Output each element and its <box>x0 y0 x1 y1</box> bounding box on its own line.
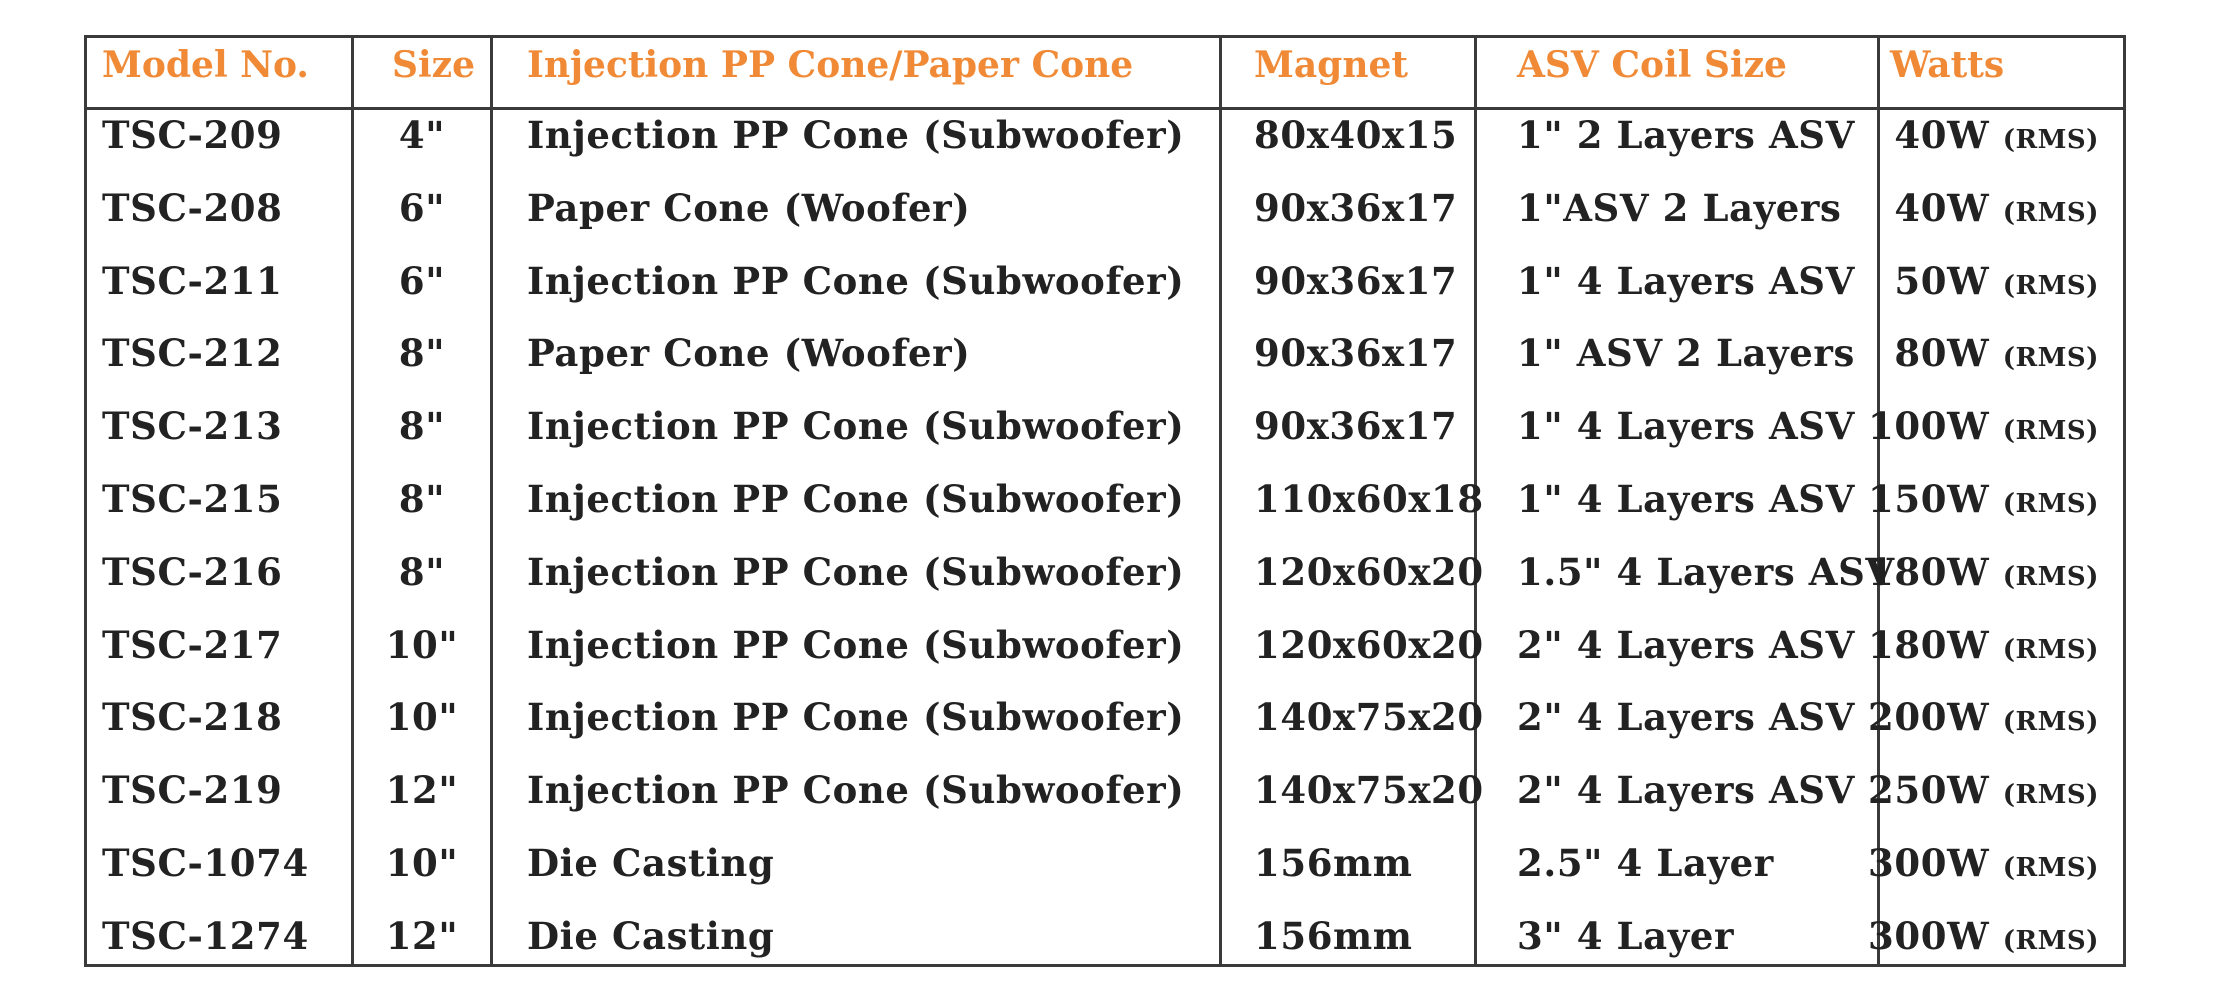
watts-value: 100W <box>1868 404 1990 448</box>
watts-unit: (RMS) <box>2002 271 2099 301</box>
cell-size: 12" <box>385 768 459 812</box>
cell-watts <box>1894 331 2099 375</box>
watts-value: 180W <box>1868 550 1990 594</box>
cell-asv-coil-size: 2.5" 4 Layer <box>1517 841 1774 885</box>
watts-value: 80W <box>1894 331 1990 375</box>
watts-unit: (RMS) <box>2002 416 2099 446</box>
cell-size: 4" <box>398 113 446 157</box>
cell-cone: Injection PP Cone (Subwoofer) <box>527 695 1185 739</box>
cell-watts <box>1868 695 2099 739</box>
cell-cone: Paper Cone (Woofer) <box>527 186 971 230</box>
cell-magnet: 90x36x17 <box>1254 259 1458 303</box>
cell-size: 8" <box>398 477 446 521</box>
cell-watts <box>1868 768 2099 812</box>
cell-asv-coil-size: 1" 4 Layers ASV <box>1517 477 1855 521</box>
cell-magnet: 90x36x17 <box>1254 404 1458 448</box>
cell-watts <box>1894 259 2099 303</box>
cell-size: 8" <box>398 404 446 448</box>
cell-asv-coil-size: 1"ASV 2 Layers <box>1517 186 1842 230</box>
cell-model-no: TSC-212 <box>102 331 283 375</box>
column-divider <box>490 38 493 964</box>
watts-value: 40W <box>1894 113 1990 157</box>
cell-cone: Paper Cone (Woofer) <box>527 331 971 375</box>
header-size: Size <box>392 44 476 86</box>
watts-unit: (RMS) <box>2002 125 2099 155</box>
cell-watts <box>1868 404 2099 448</box>
column-divider <box>1219 38 1222 964</box>
cell-magnet: 140x75x20 <box>1254 695 1484 739</box>
cell-watts <box>1868 914 2099 958</box>
cell-watts <box>1894 113 2099 157</box>
cell-size: 10" <box>385 623 459 667</box>
cell-model-no: TSC-217 <box>102 623 283 667</box>
cell-cone: Injection PP Cone (Subwoofer) <box>527 477 1185 521</box>
watts-value: 180W <box>1868 623 1990 667</box>
cell-asv-coil-size: 1" 2 Layers ASV <box>1517 113 1855 157</box>
cell-magnet: 80x40x15 <box>1254 113 1458 157</box>
watts-value: 300W <box>1868 914 1990 958</box>
watts-unit: (RMS) <box>2002 198 2099 228</box>
cell-size: 8" <box>398 550 446 594</box>
cell-cone: Die Casting <box>527 914 775 958</box>
cell-asv-coil-size: 1" 4 Layers ASV <box>1517 404 1855 448</box>
cell-magnet: 90x36x17 <box>1254 186 1458 230</box>
watts-value: 150W <box>1868 477 1990 521</box>
cell-asv-coil-size: 1" 4 Layers ASV <box>1517 259 1855 303</box>
cell-cone: Injection PP Cone (Subwoofer) <box>527 113 1185 157</box>
cell-watts <box>1868 550 2099 594</box>
header-divider <box>87 107 2123 110</box>
watts-unit: (RMS) <box>2002 926 2099 956</box>
cell-size: 6" <box>398 259 446 303</box>
watts-unit: (RMS) <box>2002 707 2099 737</box>
cell-watts <box>1894 186 2099 230</box>
cell-cone: Injection PP Cone (Subwoofer) <box>527 550 1185 594</box>
cell-model-no: TSC-213 <box>102 404 283 448</box>
watts-unit: (RMS) <box>2002 780 2099 810</box>
cell-model-no: TSC-1274 <box>102 914 309 958</box>
cell-model-no: TSC-211 <box>102 259 283 303</box>
cell-asv-coil-size: 1" ASV 2 Layers <box>1517 331 1855 375</box>
cell-size: 10" <box>385 841 459 885</box>
cell-magnet: 156mm <box>1254 914 1413 958</box>
cell-model-no: TSC-1074 <box>102 841 309 885</box>
cell-asv-coil-size: 2" 4 Layers ASV <box>1517 768 1855 812</box>
cell-size: 10" <box>385 695 459 739</box>
watts-unit: (RMS) <box>2002 853 2099 883</box>
cell-model-no: TSC-216 <box>102 550 283 594</box>
watts-value: 200W <box>1868 695 1990 739</box>
watts-value: 250W <box>1868 768 1990 812</box>
cell-watts <box>1868 477 2099 521</box>
watts-value: 300W <box>1868 841 1990 885</box>
header-cone: Injection PP Cone/Paper Cone <box>527 44 1134 86</box>
cell-magnet: 90x36x17 <box>1254 331 1458 375</box>
cell-magnet: 156mm <box>1254 841 1413 885</box>
cell-cone: Die Casting <box>527 841 775 885</box>
cell-cone: Injection PP Cone (Subwoofer) <box>527 768 1185 812</box>
header-magnet: Magnet <box>1254 44 1409 86</box>
header-model-no: Model No. <box>102 44 309 86</box>
watts-unit: (RMS) <box>2002 343 2099 373</box>
cell-model-no: TSC-208 <box>102 186 283 230</box>
cell-magnet: 140x75x20 <box>1254 768 1484 812</box>
cell-watts <box>1868 623 2099 667</box>
cell-model-no: TSC-219 <box>102 768 283 812</box>
watts-value: 40W <box>1894 186 1990 230</box>
cell-magnet: 110x60x18 <box>1254 477 1484 521</box>
header-watts: Watts <box>1890 44 2005 86</box>
cell-watts <box>1868 841 2099 885</box>
cell-asv-coil-size: 1.5" 4 Layers ASV <box>1517 550 1895 594</box>
cell-asv-coil-size: 3" 4 Layer <box>1517 914 1735 958</box>
watts-unit: (RMS) <box>2002 635 2099 665</box>
cell-cone: Injection PP Cone (Subwoofer) <box>527 404 1185 448</box>
watts-unit: (RMS) <box>2002 489 2099 519</box>
cell-asv-coil-size: 2" 4 Layers ASV <box>1517 623 1855 667</box>
cell-magnet: 120x60x20 <box>1254 550 1484 594</box>
speaker-spec-table <box>84 35 2126 967</box>
cell-cone: Injection PP Cone (Subwoofer) <box>527 259 1185 303</box>
cell-asv-coil-size: 2" 4 Layers ASV <box>1517 695 1855 739</box>
cell-size: 8" <box>398 331 446 375</box>
watts-value: 50W <box>1894 259 1990 303</box>
cell-size: 12" <box>385 914 459 958</box>
cell-cone: Injection PP Cone (Subwoofer) <box>527 623 1185 667</box>
cell-magnet: 120x60x20 <box>1254 623 1484 667</box>
cell-model-no: TSC-215 <box>102 477 283 521</box>
cell-model-no: TSC-218 <box>102 695 283 739</box>
header-asv-coil-size: ASV Coil Size <box>1517 44 1787 86</box>
cell-size: 6" <box>398 186 446 230</box>
cell-model-no: TSC-209 <box>102 113 283 157</box>
watts-unit: (RMS) <box>2002 562 2099 592</box>
